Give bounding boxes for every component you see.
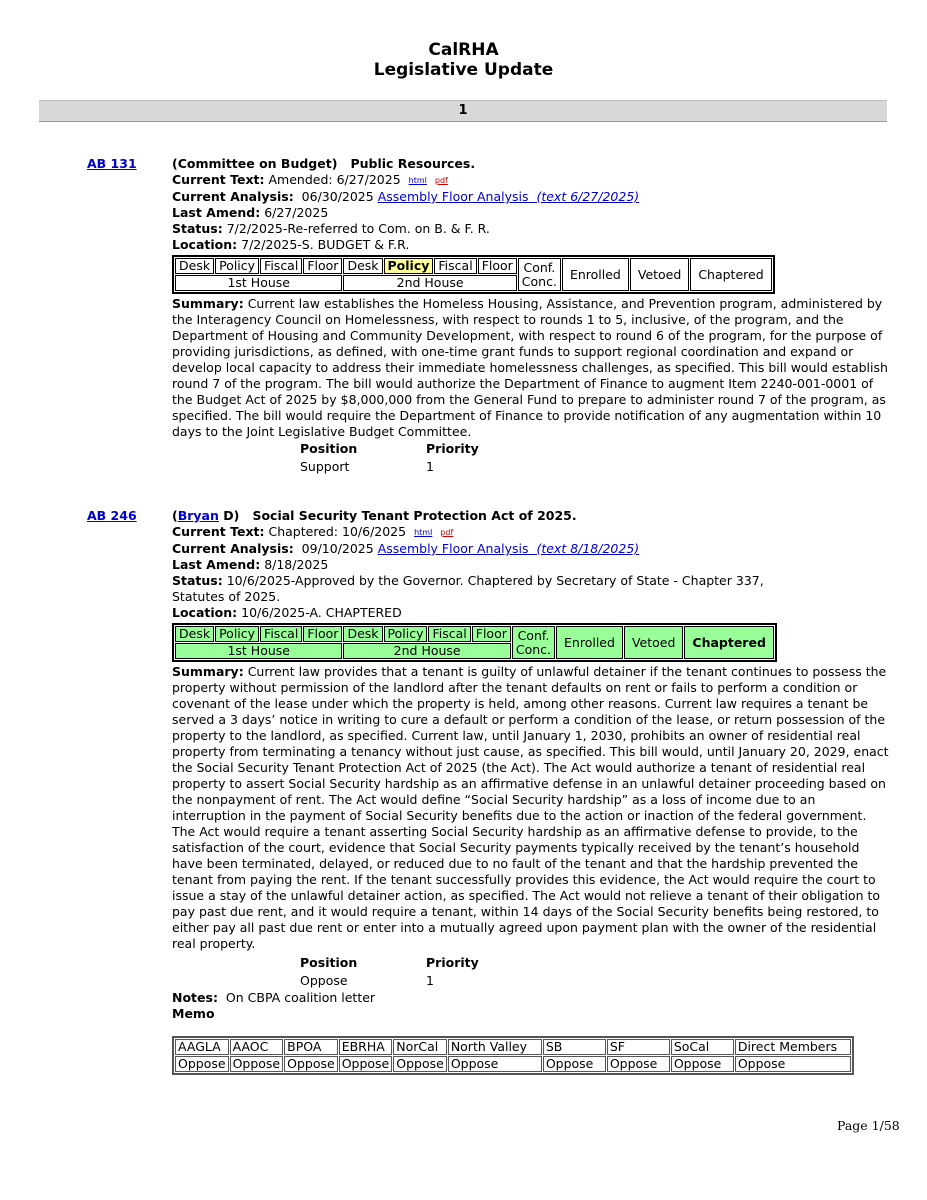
current-analysis-line: Current Analysis: 06/30/2025 Assembly Floor Analysis (text 6/27/2025) [172, 189, 640, 204]
assoc-value: Oppose [448, 1056, 542, 1072]
assoc-header: SB [543, 1039, 606, 1055]
current-text-line: Current Text: Chaptered: 10/6/2025 html pdf [172, 524, 454, 539]
association-value-row [175, 1056, 851, 1072]
progress-floor-2: Floor [472, 626, 511, 642]
progress-fiscal-1: Fiscal [260, 258, 302, 274]
assoc-value: Oppose [607, 1056, 670, 1072]
progress-desk-2: Desk [343, 626, 382, 642]
position-priority: Position Priority Oppose 1 [300, 954, 892, 990]
assoc-value: Oppose [543, 1056, 606, 1072]
html-link[interactable]: html [408, 176, 427, 185]
last-amend-line: Last Amend: 6/27/2025 [172, 205, 329, 220]
priority-value: 1 [426, 973, 434, 988]
progress-fiscal-2: Fiscal [434, 258, 476, 274]
bill-author-link[interactable]: Bryan [177, 508, 219, 523]
progress-vetoed: Vetoed [624, 626, 683, 659]
progress-house-1: 1st House [175, 275, 342, 291]
bill-summary: Summary: Current law establishes the Homeless Housing, Assistance, and Prevention program, administered by the Interagency Council on Homelessness, with respect to rounds 1 to 5, inclusive, of the program, and the Department of Housing and Community Development, with respect to round 6 of the program, for the purpose of providing jurisdictions, as defined, with one-time grant funds to support regional coordination and expand or develop local capacity to address their immediate homelessness challenges, as specified. This bill would establish round 7 of the program. The bill would authorize the Department of Finance to augment Item 2240-001-0001 of the Budget Act of 2025 by $8,000,000 from the General Fund to prepare to administer round 7 of the program, as specified. The bill would require the Department of Finance to provide notification of any augmentation within 10 days to the Joint Legislative Budget Committee. [172, 296, 888, 439]
bill-id-link[interactable]: AB 246 [87, 508, 137, 523]
assoc-value: Oppose [230, 1056, 284, 1072]
assoc-header: AAGLA [175, 1039, 229, 1055]
priority-group-bar: 1 [39, 100, 887, 122]
page-number: Page 1/58 [837, 1118, 900, 1133]
position-value: Oppose [300, 973, 348, 988]
bill-progress-table [172, 623, 777, 662]
progress-floor-1: Floor [303, 258, 342, 274]
progress-enrolled: Enrolled [556, 626, 623, 659]
progress-vetoed: Vetoed [630, 258, 689, 291]
location-line: Location: 7/2/2025-S. BUDGET & F.R. [172, 237, 410, 252]
current-text-line: Current Text: Amended: 6/27/2025 html pdf [172, 172, 448, 187]
bill-author: Committee on Budget [177, 156, 332, 171]
assoc-value: Oppose [671, 1056, 734, 1072]
notes-line: Notes: On CBPA coalition letter [172, 990, 376, 1005]
progress-fiscal-1: Fiscal [260, 626, 302, 642]
progress-chaptered: Chaptered [690, 258, 771, 291]
progress-conf-conc: Conf. Conc. [512, 626, 555, 659]
html-link[interactable]: html [414, 528, 433, 537]
bill-progress-table [172, 255, 775, 294]
assoc-header: North Valley [448, 1039, 542, 1055]
assoc-header: EBRHA [339, 1039, 393, 1055]
assoc-header: Direct Members [735, 1039, 851, 1055]
status-line-cont: Statutes of 2025. [172, 589, 281, 604]
progress-house-2: 2nd House [343, 643, 510, 659]
progress-fiscal-2: Fiscal [428, 626, 470, 642]
pdf-link[interactable]: pdf [440, 528, 454, 537]
progress-floor-2: Floor [478, 258, 517, 274]
bill-details [172, 508, 892, 1075]
progress-desk-1: Desk [175, 258, 214, 274]
assoc-value: Oppose [339, 1056, 393, 1072]
position-value: Support [300, 459, 350, 474]
progress-desk-1: Desk [175, 626, 214, 642]
progress-policy-1: Policy [215, 258, 259, 274]
bill-title: Public Resources. [350, 156, 476, 171]
bill-id-link[interactable]: AB 131 [87, 156, 137, 171]
report-title: Legislative Update [373, 60, 554, 80]
progress-house-2: 2nd House [343, 275, 516, 291]
assoc-header: BPOA [284, 1039, 338, 1055]
assoc-header: NorCal [393, 1039, 447, 1055]
assoc-value: Oppose [284, 1056, 338, 1072]
assoc-value: Oppose [735, 1056, 851, 1072]
report-header [0, 40, 927, 80]
progress-house-1: 1st House [175, 643, 342, 659]
bill-heading: (Bryan D) Social Security Tenant Protection Act of 2025. [172, 508, 577, 523]
current-analysis-line: Current Analysis: 09/10/2025 Assembly Floor Analysis (text 8/18/2025) [172, 541, 640, 556]
progress-floor-1: Floor [303, 626, 342, 642]
bill-heading: (Committee on Budget) Public Resources. [172, 156, 476, 171]
position-priority: Position Priority Support 1 [300, 440, 892, 476]
bill-title: Social Security Tenant Protection Act of 2025. [252, 508, 577, 523]
association-positions-table [172, 1036, 854, 1075]
bill-details [172, 156, 892, 476]
progress-enrolled: Enrolled [562, 258, 629, 291]
memo-label: Memo [172, 1006, 215, 1021]
last-amend-line: Last Amend: 8/18/2025 [172, 557, 329, 572]
assoc-header: SoCal [671, 1039, 734, 1055]
progress-desk-2: Desk [343, 258, 382, 274]
assoc-header: AAOC [230, 1039, 284, 1055]
association-header-row [175, 1039, 851, 1055]
status-line: Status: 7/2/2025-Re-referred to Com. on B. & F. R. [172, 221, 490, 236]
status-line: Status: 10/6/2025-Approved by the Governor. Chaptered by Secretary of State - Chapter 337, [172, 573, 764, 588]
assoc-value: Oppose [393, 1056, 447, 1072]
progress-policy-1: Policy [215, 626, 259, 642]
progress-policy-2: Policy [384, 258, 434, 274]
progress-chaptered: Chaptered [684, 626, 774, 659]
pdf-link[interactable]: pdf [434, 176, 448, 185]
assoc-value: Oppose [175, 1056, 229, 1072]
priority-value: 1 [426, 459, 434, 474]
bill-summary: Summary: Current law provides that a tenant is guilty of unlawful detainer if the tenant continues to possess the property without permission of the landlord after the tenant defaults on rent or fails to perform a condition or covenant of the lease under which the property is held, among other reasons. Current law requires a tenant be served a 3 days’ notice in writing to cure a default or perform a condition of the lease, or return possession of the property to the landlord, as specified. Current law, until January 1, 2030, prohibits an owner of residential real property from terminating a tenancy without just cause, as specified. This bill would, until January 20, 2029, enact the Social Security Tenant Protection Act of 2025 (the Act). The Act would authorize a tenant of residential real property to assert Social Security hardship as an affirmative defense in an unlawful detainer proceeding based on the nonpayment of rent. The Act would define “Social Security hardship” as a loss of income due to an interruption in the payment of Social Security benefits due to the action or inaction of the federal government. The Act would require a tenant asserting Social Security hardship as an affirmative defense to provide, to the satisfaction of the court, evidence that Social Security payments typically received by the tenant’s household have been terminated, delayed, or reduced due to no fault of the tenant and that the hardship prevented the tenant from paying the rent. If the tenant successfully provides this evidence, the Act would require the court to issue a stay of the unlawful detainer action, as specified. The Act would not relieve a tenant of their obligation to pay past due rent, and it would require a tenant, within 14 days of the Social Security benefits being restored, to either pay all past due rent or enter into a mutually agreed upon payment plan with the owner of the residential real property. [172, 664, 889, 951]
location-line: Location: 10/6/2025-A. CHAPTERED [172, 605, 402, 620]
progress-conf-conc: Conf. Conc. [518, 258, 561, 291]
analysis-link[interactable]: Assembly Floor Analysis (text 6/27/2025) [377, 189, 640, 204]
progress-policy-2: Policy [384, 626, 428, 642]
analysis-link[interactable]: Assembly Floor Analysis (text 8/18/2025) [377, 541, 640, 556]
assoc-header: SF [607, 1039, 670, 1055]
report-org: CalRHA [428, 40, 499, 60]
